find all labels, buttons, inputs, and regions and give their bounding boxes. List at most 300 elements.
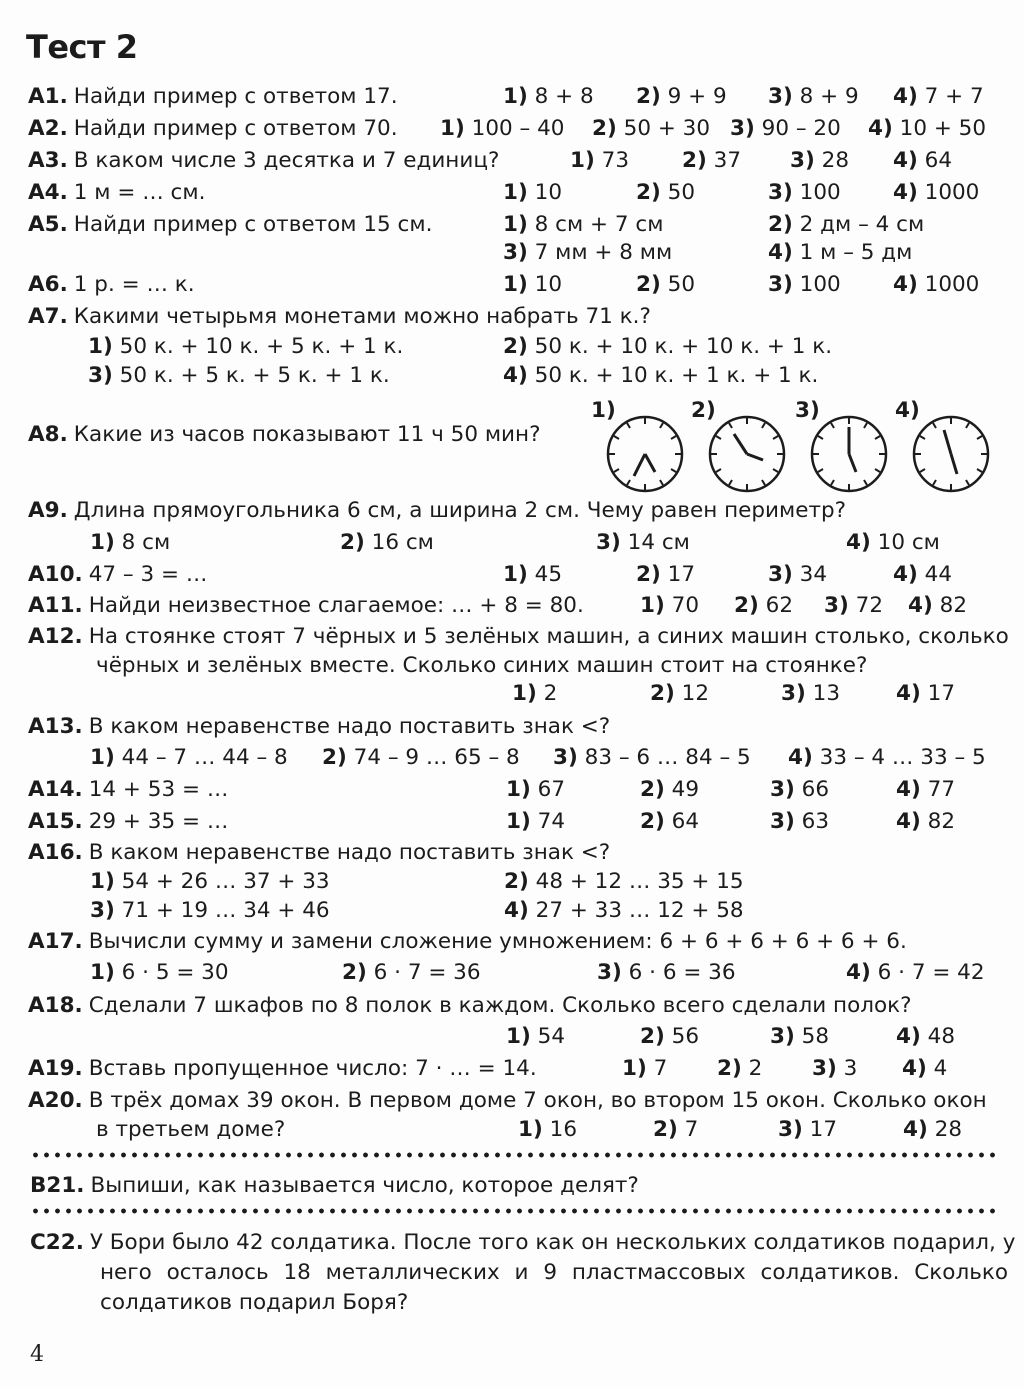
question-text: В каком неравенстве надо поставить знак <? [88,840,611,865]
question-text: Сделали 7 шкафов по 8 полок в каждом. Сколько всего сделали полок? [88,993,912,1018]
question-a19 [28,1056,537,1082]
option-a5-2 [768,212,924,238]
option-a11-4 [908,593,967,619]
option-text: 73 [601,148,629,173]
option-a2-1 [440,116,564,142]
option-label: 1) [506,1024,531,1049]
option-a4-2 [636,180,695,206]
option-a16-2 [504,869,744,895]
option-label: 3) [553,745,578,770]
option-text: 12 [681,681,709,706]
question-text: На стоянке стоят 7 чёрных и 5 зелёных машин, а синих машин столько, сколько [88,624,1009,649]
option-a9-3 [596,530,690,556]
option-text: 100 [799,272,841,297]
option-text: 62 [765,593,793,618]
option-text: 16 см [371,530,434,555]
option-a16-1 [90,869,330,895]
option-text: 8 + 8 [534,84,594,109]
option-text: 58 [801,1024,829,1049]
option-text: 1 м – 5 дм [799,240,913,265]
option-text: 2 дм – 4 см [799,212,925,237]
option-a1-4 [893,84,984,110]
option-a15-1 [506,809,565,835]
section-divider [30,1152,1000,1158]
option-text: 50 [667,272,695,297]
option-label: 1) [503,84,528,109]
clock-label-2: 2) [691,398,716,423]
option-a12-2 [650,681,709,707]
option-label: 4) [903,1117,928,1142]
option-label: 1) [440,116,465,141]
option-label: 2) [592,116,617,141]
option-label: 4) [868,116,893,141]
option-label: 2) [734,593,759,618]
option-label: 2) [682,148,707,173]
option-a19-2 [717,1056,762,1082]
option-label: 2) [504,869,529,894]
option-a17-4 [846,960,985,986]
clock-icon-1 [605,414,685,494]
option-label: 1) [503,562,528,587]
question-a11 [28,593,584,619]
question-a4 [28,180,205,206]
option-label: 2) [768,212,793,237]
option-label: 3) [596,530,621,555]
option-a4-3 [768,180,841,206]
option-a4-1 [503,180,562,206]
option-label: 4) [768,240,793,265]
option-text: 74 – 9 … 65 – 8 [353,745,520,770]
option-a5-1 [503,212,663,238]
option-a15-3 [770,809,829,835]
option-label: 4) [893,562,918,587]
question-number: А8. [28,422,68,447]
option-text: 3 [843,1056,858,1081]
option-label: 4) [846,530,871,555]
question-a6 [28,272,195,298]
question-c22 [30,1230,1015,1256]
option-a9-2 [340,530,434,556]
question-a17 [28,929,907,955]
option-label: 1) [570,148,595,173]
option-text: 82 [939,593,967,618]
option-a14-3 [770,777,829,803]
option-label: 2) [340,530,365,555]
option-text: 56 [671,1024,699,1049]
option-label: 2) [636,272,661,297]
question-number: А11. [28,593,83,618]
question-c22-cont: солдатиков подарил Боря? [100,1290,409,1315]
option-a13-1 [90,745,288,771]
option-label: 3) [768,272,793,297]
option-label: 2) [640,777,665,802]
option-text: 2 [748,1056,763,1081]
option-a20-2 [653,1117,698,1143]
option-label: 3) [770,1024,795,1049]
option-label: 3) [503,240,528,265]
question-number: А6. [28,272,68,297]
option-a10-1 [503,562,562,588]
option-label: 3) [812,1056,837,1081]
option-text: 83 – 6 … 84 – 5 [584,745,751,770]
option-label: 1) [518,1117,543,1142]
option-text: 13 [812,681,840,706]
option-text: 82 [927,809,955,834]
question-text: Выпиши, как называется число, которое делят? [90,1173,639,1198]
option-label: 4) [896,1024,921,1049]
option-label: 3) [781,681,806,706]
page-number: 4 [30,1342,44,1367]
option-label: 4) [504,898,529,923]
clock-icon-3 [809,414,889,494]
option-a19-4 [902,1056,947,1082]
option-text: 10 см [877,530,940,555]
option-a20-4 [903,1117,962,1143]
question-a18 [28,993,912,1019]
option-text: 54 + 26 … 37 + 33 [121,869,330,894]
option-a11-1 [640,593,699,619]
question-text: В трёх домах 39 окон. В первом доме 7 окон, во втором 15 окон. Сколько окон [88,1088,987,1113]
question-text: Вычисли сумму и замени сложение умножением: 6 + 6 + 6 + 6 + 6 + 6. [88,929,907,954]
option-label: 2) [503,334,528,359]
question-number: А17. [28,929,83,954]
option-a16-3 [90,898,330,924]
option-text: 28 [821,148,849,173]
question-number: А13. [28,714,83,739]
option-label: 4) [896,809,921,834]
option-a16-4 [504,898,744,924]
option-label: 1) [506,777,531,802]
question-a10 [28,562,207,588]
option-a11-2 [734,593,793,619]
question-text: Найди пример с ответом 17. [73,84,398,109]
question-a3 [28,148,499,174]
question-number: А4. [28,180,68,205]
option-text: 44 [924,562,952,587]
question-a9 [28,498,846,524]
option-text: 100 [799,180,841,205]
option-label: 4) [503,363,528,388]
option-label: 1) [90,960,115,985]
option-text: 4 [933,1056,948,1081]
option-text: 64 [671,809,699,834]
option-text: 74 [537,809,565,834]
option-a18-3 [770,1024,829,1050]
option-a7-4 [503,363,818,389]
option-a20-3 [778,1117,837,1143]
question-a7 [28,304,651,330]
option-a17-3 [597,960,736,986]
option-text: 100 – 40 [471,116,565,141]
option-a2-3 [730,116,841,142]
question-text: 1 р. = … к. [73,272,195,297]
option-text: 2 [543,681,558,706]
option-a7-1 [88,334,403,360]
question-a14 [28,777,228,803]
question-text: Найди пример с ответом 15 см. [73,212,433,237]
option-a7-3 [88,363,390,389]
option-a10-4 [893,562,952,588]
option-text: 72 [855,593,883,618]
option-label: 1) [622,1056,647,1081]
option-label: 2) [636,180,661,205]
question-a2 [28,116,398,142]
option-text: 67 [537,777,565,802]
option-a15-2 [640,809,699,835]
option-a17-1 [90,960,229,986]
option-text: 50 к. + 10 к. + 10 к. + 1 к. [534,334,833,359]
option-text: 64 [924,148,952,173]
option-text: 16 [549,1117,577,1142]
option-a3-3 [790,148,849,174]
option-text: 63 [801,809,829,834]
question-text: Найди неизвестное слагаемое: … + 8 = 80. [88,593,584,618]
question-text: 1 м = … см. [73,180,206,205]
question-b21 [30,1173,639,1199]
question-number: А14. [28,777,83,802]
option-a19-1 [622,1056,667,1082]
option-a2-2 [592,116,710,142]
option-a1-3 [768,84,859,110]
option-text: 90 – 20 [761,116,841,141]
option-text: 50 + 30 [623,116,711,141]
option-label: 4) [896,777,921,802]
option-text: 49 [671,777,699,802]
option-label: 4) [788,745,813,770]
option-text: 6 · 6 = 36 [628,960,736,985]
option-a20-1 [518,1117,577,1143]
question-text: Найди пример с ответом 70. [73,116,398,141]
option-text: 28 [934,1117,962,1142]
question-number: С22. [30,1230,84,1255]
option-label: 3) [778,1117,803,1142]
option-text: 45 [534,562,562,587]
option-a13-4 [788,745,986,771]
option-text: 10 + 50 [899,116,987,141]
option-text: 77 [927,777,955,802]
option-a14-1 [506,777,565,803]
option-text: 70 [671,593,699,618]
question-number: А7. [28,304,68,329]
question-a5 [28,212,432,238]
question-a8 [28,422,541,448]
option-label: 4) [893,148,918,173]
question-text: В каком неравенстве надо поставить знак <? [88,714,611,739]
option-label: 1) [90,745,115,770]
question-number: А16. [28,840,83,865]
clock-icon-2 [707,414,787,494]
question-text: Вставь пропущенное число: 7 · … = 14. [88,1056,537,1081]
option-text: 8 + 9 [799,84,859,109]
option-text: 8 см + 7 см [534,212,664,237]
option-a19-3 [812,1056,857,1082]
question-text: Какие из часов показывают 11 ч 50 мин? [73,422,541,447]
option-text: 7 + 7 [924,84,984,109]
option-a6-4 [893,272,979,298]
option-label: 1) [503,180,528,205]
option-label: 1) [512,681,537,706]
option-text: 14 см [627,530,690,555]
option-text: 6 · 7 = 36 [373,960,481,985]
option-a5-4 [768,240,912,266]
option-text: 10 [534,180,562,205]
page-title: Тест 2 [26,28,138,66]
option-a7-2 [503,334,832,360]
option-label: 2) [717,1056,742,1081]
option-label: 3) [770,777,795,802]
option-text: 66 [801,777,829,802]
option-label: 2) [636,562,661,587]
question-a13 [28,714,610,740]
question-a16 [28,840,610,866]
clock-label-1: 1) [591,398,616,423]
option-label: 1) [90,530,115,555]
option-text: 27 + 33 … 12 + 58 [535,898,744,923]
option-label: 4) [846,960,871,985]
option-text: 50 к. + 10 к. + 1 к. + 1 к. [534,363,819,388]
option-label: 3) [730,116,755,141]
question-a20-cont: в третьем доме? [96,1117,286,1142]
option-a13-2 [322,745,520,771]
question-text: 29 + 35 = … [88,809,229,834]
question-text: Длина прямоугольника 6 см, а ширина 2 см. Чему равен периметр? [73,498,847,523]
option-text: 1000 [924,180,980,205]
option-text: 7 мм + 8 мм [534,240,673,265]
option-text: 17 [667,562,695,587]
option-label: 3) [768,84,793,109]
question-number: А5. [28,212,68,237]
option-a10-3 [768,562,827,588]
option-label: 4) [893,84,918,109]
option-label: 2) [342,960,367,985]
option-label: 3) [770,809,795,834]
question-text: Какими четырьмя монетами можно набрать 71 к.? [73,304,651,329]
option-label: 1) [503,212,528,237]
option-a6-1 [503,272,562,298]
question-number: А20. [28,1088,83,1113]
option-text: 17 [927,681,955,706]
option-a6-3 [768,272,841,298]
question-number: А18. [28,993,83,1018]
question-a1 [28,84,398,110]
option-a10-2 [636,562,695,588]
section-divider [30,1208,1000,1214]
option-a15-4 [896,809,955,835]
question-a12-cont: чёрных и зелёных вместе. Сколько синих машин стоит на стоянке? [96,653,868,678]
clock-label-3: 3) [795,398,820,423]
question-a12 [28,624,1009,650]
option-label: 1) [90,869,115,894]
option-a12-4 [896,681,955,707]
question-c22-cont: него осталось 18 металлических и 9 пластмассовых солдатиков. Сколько [100,1260,1009,1285]
option-label: 3) [824,593,849,618]
option-label: 2) [640,809,665,834]
option-label: 4) [902,1056,927,1081]
option-text: 17 [809,1117,837,1142]
option-text: 7 [653,1056,668,1081]
option-text: 50 к. + 5 к. + 5 к. + 1 к. [119,363,390,388]
question-a15 [28,809,228,835]
clock-icon-4 [911,414,991,494]
option-text: 37 [713,148,741,173]
option-label: 1) [506,809,531,834]
option-a14-2 [640,777,699,803]
option-label: 2) [636,84,661,109]
option-a11-3 [824,593,883,619]
option-a12-1 [512,681,557,707]
option-label: 4) [893,180,918,205]
question-text: В каком числе 3 десятка и 7 единиц? [73,148,500,173]
option-label: 2) [653,1117,678,1142]
option-a9-1 [90,530,170,556]
option-text: 71 + 19 … 34 + 46 [121,898,330,923]
option-text: 6 · 5 = 30 [121,960,229,985]
question-text: 47 – 3 = … [88,562,208,587]
option-label: 1) [88,334,113,359]
option-a3-4 [893,148,952,174]
option-text: 7 [684,1117,699,1142]
option-label: 3) [768,180,793,205]
question-number: А9. [28,498,68,523]
question-a20 [28,1088,987,1114]
option-text: 1000 [924,272,980,297]
option-label: 4) [908,593,933,618]
option-text: 54 [537,1024,565,1049]
option-text: 50 к. + 10 к. + 5 к. + 1 к. [119,334,404,359]
option-a6-2 [636,272,695,298]
option-label: 3) [88,363,113,388]
option-text: 33 – 4 … 33 – 5 [819,745,986,770]
question-text: 14 + 53 = … [88,777,229,802]
option-a1-1 [503,84,594,110]
option-label: 3) [768,562,793,587]
option-label: 3) [790,148,815,173]
option-a3-1 [570,148,629,174]
question-number: А19. [28,1056,83,1081]
option-text: 10 [534,272,562,297]
option-text: 44 – 7 … 44 – 8 [121,745,288,770]
question-number: А1. [28,84,68,109]
option-a2-4 [868,116,986,142]
option-text: 50 [667,180,695,205]
option-a14-4 [896,777,955,803]
option-label: 2) [650,681,675,706]
option-a17-2 [342,960,481,986]
option-a9-4 [846,530,940,556]
option-text: 34 [799,562,827,587]
question-number: А3. [28,148,68,173]
option-a13-3 [553,745,751,771]
option-label: 1) [640,593,665,618]
option-a1-2 [636,84,727,110]
option-a3-2 [682,148,741,174]
clock-label-4: 4) [895,398,920,423]
option-label: 3) [90,898,115,923]
option-a4-4 [893,180,979,206]
option-text: 8 см [121,530,171,555]
question-text: У Бори было 42 солдатика. После того как он нескольких солдатиков подарил, у [89,1230,1016,1255]
option-label: 1) [503,272,528,297]
option-label: 4) [896,681,921,706]
option-text: 48 [927,1024,955,1049]
question-number: А10. [28,562,83,587]
option-a5-3 [503,240,672,266]
option-text: 48 + 12 … 35 + 15 [535,869,744,894]
question-number: А12. [28,624,83,649]
option-label: 2) [322,745,347,770]
option-text: 6 · 7 = 42 [877,960,985,985]
question-number: В21. [30,1173,85,1198]
